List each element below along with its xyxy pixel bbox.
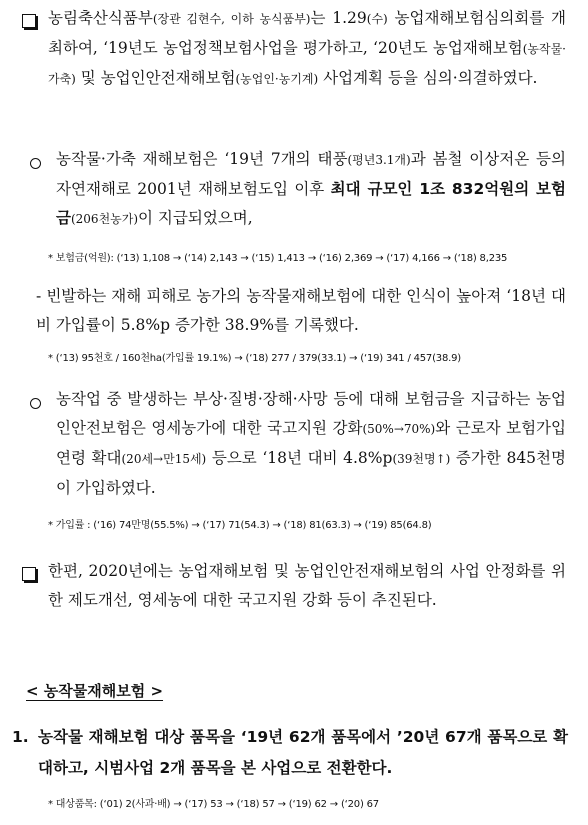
note-payouts: * 보험금(억원): (‘13) 1,108 → (‘14) 2,143 → (‘15) 1,413 → (‘16) 2,369 → (‘17) 4,166 → (‘18) 8,235 bbox=[48, 253, 508, 264]
heading-expand-items: 농작물 재해보험 대상 품목을 ‘19년 62개 품목에서 ’20년 67개 품목으로 확대하고, 시범사업 2개 품목을 본 사업으로 전환한다. bbox=[38, 728, 568, 777]
text-span: (농작물·가축) bbox=[48, 42, 566, 86]
text-span: 는 1.29 bbox=[310, 9, 367, 27]
text-span: (농업인·농기계) bbox=[235, 72, 319, 86]
text-span: 증가한 845천명이 가입하였다. bbox=[56, 449, 566, 497]
text-span: (수) bbox=[366, 12, 388, 26]
paragraph-crop-insurance bbox=[56, 145, 566, 234]
note-subscription: * (‘13) 95천호 / 160천ha(가입률 19.1%) → (‘18) 277 / 379(33.1) → (‘19) 341 / 457(38.9) bbox=[48, 353, 461, 364]
text-span: 등으로 ‘18년 대비 4.8%p bbox=[206, 449, 393, 467]
paragraph-safety-insurance bbox=[56, 385, 566, 503]
text-span: 과 봄철 이상저온 등의 자연재해로 2001년 재해보험도입 이후 bbox=[56, 150, 566, 198]
section-title: < 농작물재해보험 > bbox=[26, 682, 164, 700]
paragraph-intro bbox=[48, 4, 566, 94]
text-span: 및 농업인안전재해보험 bbox=[75, 69, 236, 87]
heading-number: 1. bbox=[12, 728, 29, 746]
text-span: 와 근로자 보험가입 연령 확대 bbox=[56, 419, 567, 467]
text-span: (206천농가) bbox=[70, 212, 139, 226]
ministry-note: (장관 김현수, 이하 농식품부) bbox=[152, 12, 311, 26]
text-span: (20세→만15세) bbox=[121, 452, 207, 466]
circle-bullet-icon bbox=[30, 158, 41, 169]
text-span: 농작업 중 발생하는 부상·질병·장해·사망 등에 대해 보험금을 지급하는 농업인안전보험은 영세농가에 대한 국고지원 강화 bbox=[56, 390, 566, 437]
text-span: 이 지급되었으며, bbox=[138, 209, 253, 227]
paragraph-subscription-rate: - 빈발하는 재해 피해로 농가의 농작물재해보험에 대한 인식이 높아져 ‘18년 대비 가입률이 5.8%p 증가한 38.9%를 기록했다. bbox=[36, 287, 566, 334]
square-bullet-icon bbox=[22, 567, 36, 581]
square-bullet-icon bbox=[22, 14, 36, 28]
note-enrollment: * 가입률 : (‘16) 74만명(55.5%) → (‘17) 71(54.3) → (‘18) 81(63.3) → (‘19) 85(64.8) bbox=[48, 520, 432, 531]
text-span: 농업재해보험심의회를 개최하여, ‘19년도 농업정책보험사업을 평가하고, ‘20년도 농업재해보험 bbox=[48, 9, 566, 57]
paragraph-2020-plan: 한편, 2020년에는 농업재해보험 및 농업인안전재해보험의 사업 안정화를 위한 제도개선, 영세농에 대한 국고지원 강화 등이 추진된다. bbox=[48, 562, 566, 609]
text-span: (50%→70%) bbox=[362, 422, 436, 436]
circle-bullet-icon bbox=[30, 398, 41, 409]
text-span: 농작물·가축 재해보험은 ‘19년 7개의 태풍 bbox=[56, 150, 348, 168]
note-target-items: * 대상품목: (‘01) 2(사과·배) → (‘17) 53 → (‘18) 57 → (‘19) 62 → (‘20) 67 bbox=[48, 799, 379, 810]
text-span: 사업계획 등을 심의·의결하였다. bbox=[318, 69, 538, 87]
text-span: (평년3.1개) bbox=[347, 153, 411, 167]
text-span: (39천명↑) bbox=[392, 452, 451, 466]
highlight-payout: 최대 규모인 1조 832억원의 보험금 bbox=[56, 180, 566, 227]
ministry-name: 농림축산식품부 bbox=[48, 9, 153, 27]
